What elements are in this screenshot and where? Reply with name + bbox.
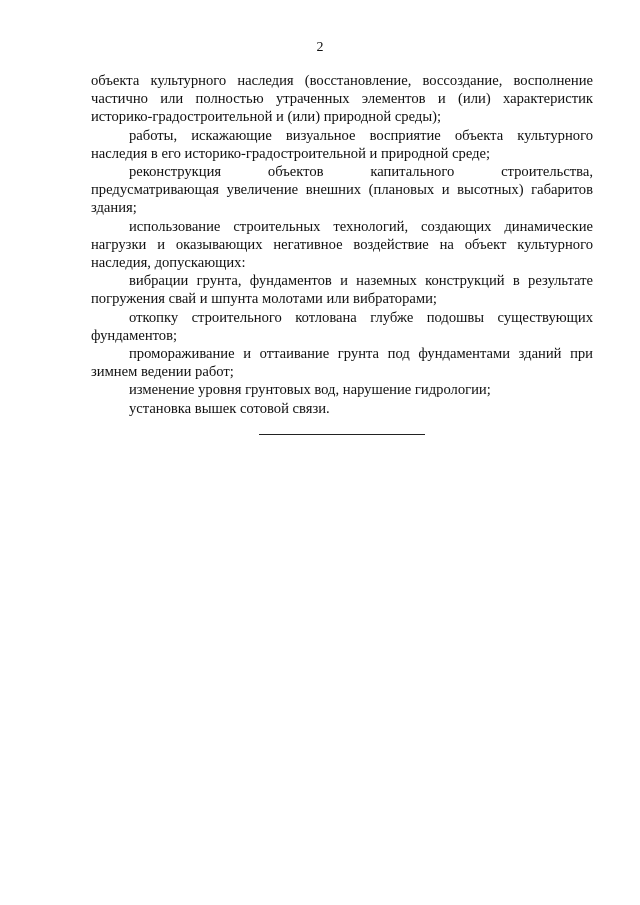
paragraph-excavation: откопку строительного котлована глубже подошвы существующих фундаментов; [91,309,593,344]
paragraph-soil-vibration: вибрации грунта, фундаментов и наземных конструкций в результате погружения свай и шпунта молотами или вибраторами; [91,273,593,308]
end-separator-line [259,434,425,435]
page-number: 2 [316,40,324,55]
document-body [91,72,593,418]
paragraph-cell-towers: установка вышек сотовой связи. [129,400,330,417]
paragraph-construction-technologies: использование строительных технологий, создающих динамические нагрузки и оказывающих негативное воздействие на объект культурного наследия, допускающих: [91,218,593,272]
paragraph-visual-distortion-works: работы, искажающие визуальное восприятие объекта культурного наследия в его историко-градостроительной и природной среде; [91,127,593,162]
paragraph-soil-freezing: промораживание и оттаивание грунта под фундаментами зданий при зимнем ведении работ; [91,346,593,381]
paragraph-continuation: объекта культурного наследия (восстановление, воссоздание, восполнение частично или полностью утраченных элементов и (или) характеристик историко-градостроительной и (или) природной среды); [91,73,593,126]
paragraph-reconstruction: реконструкция объектов капитального строительства, предусматривающая увеличение внешних (плановых и высотных) габаритов здания; [91,164,593,217]
paragraph-groundwater: изменение уровня грунтовых вод, нарушение гидрологии; [129,382,491,399]
